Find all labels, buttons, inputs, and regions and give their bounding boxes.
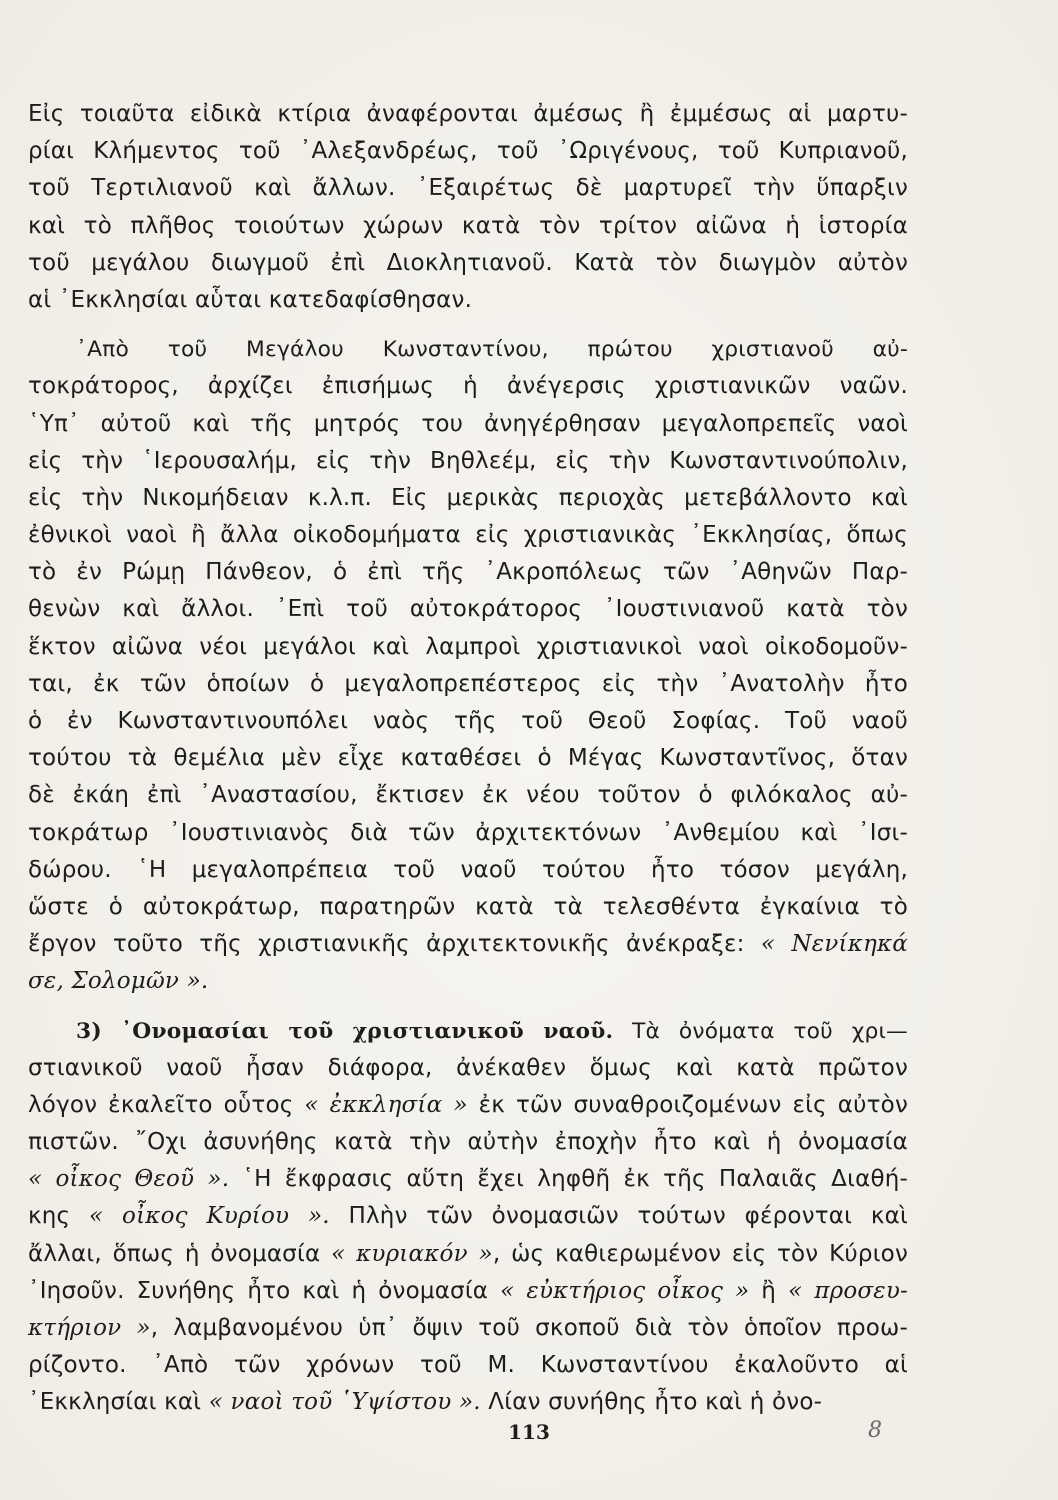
text-run: ἐκ τῶν συναθροιζομένων εἰς αὐτὸν [467,1091,908,1118]
text-line [28,1273,908,1310]
text-line [28,1347,908,1384]
text-run: ὥστε ὁ αὐτοκράτωρ, παρατηρῶν κατὰ τὰ τελεσθέντα ἐγκαίνια τὸ [28,893,908,920]
text-run: δώρου. ῾Η μεγαλοπρέπεια τοῦ ναοῦ τούτου ἦτο τόσον μεγάλη, [28,856,908,883]
text-line [28,443,908,480]
text-run: πιστῶν. ῎Οχι ἀσυνήθης κατὰ τὴν αὐτὴν ἐποχὴν ἦτο καὶ ἡ ὀνομασία [28,1129,908,1156]
paragraph [28,96,908,319]
text-run: ᾿Εκκλησίαι καὶ [28,1389,209,1416]
text-run: ἐθνικοὶ ναοὶ ἢ ἄλλα οἰκοδομήματα εἰς χριστιανικὰς ᾿Εκκλησίας, ὅπως [28,522,908,549]
italic-phrase: « οἶκος Θεοῦ ». [28,1166,230,1193]
text-line [28,815,908,852]
text-run: στιανικοῦ ναοῦ ἦσαν διάφορα, ἀνέκαθεν ὅμως καὶ κατὰ πρῶτον [28,1054,908,1081]
text-line [28,889,908,926]
italic-phrase: « εὐκτήριος οἶκος » [500,1277,750,1304]
text-line [28,740,908,777]
text-line [28,1198,908,1235]
text-run: ῾Υπ᾿ αὐτοῦ καὶ τῆς μητρός του ἀνηγέρθησαν μεγαλοπρεπεῖς ναοὶ [28,410,908,437]
italic-phrase: « προσευ- [788,1277,908,1304]
section-heading: 3) ᾿Ονομασίαι τοῦ χριστιανικοῦ ναοῦ. [76,1018,614,1044]
signature-mark: 8 [868,1418,882,1443]
text-run: καὶ τὸ πλῆθος τοιούτων χώρων κατὰ τὸν τρίτον αἰῶνα ἡ ἱστορία [28,212,908,239]
text-run: ἔργον τοῦτο τῆς χριστιανικῆς ἀρχιτεκτονικῆς ἀνέκραξε: [28,931,761,958]
text-run: Τὰ ὀνόματα τοῦ χρι— [613,1018,908,1044]
text-run: ἄλλαι, ὅπως ἡ ὀνομασία [28,1240,332,1267]
text-line [28,1384,908,1421]
text-body [28,96,908,1422]
text-run: εἰς τὴν ῾Ιερουσαλήμ, εἰς τὴν Βηθλεέμ, εἰς τὴν Κωνσταντινούπολιν, [28,447,908,474]
text-run: , λαμβανομένου ὑπ᾿ ὄψιν τοῦ σκοποῦ διὰ τὸν ὁποῖον προω- [150,1315,909,1341]
paragraph-gap [28,1001,908,1013]
text-line [28,629,908,666]
text-line [28,1236,908,1273]
text-line [28,554,908,591]
text-run: τοκράτορος, ἀρχίζει ἐπισήμως ἡ ἀνέγερσις χριστιανικῶν ναῶν. [28,373,908,400]
text-line [28,852,908,889]
text-line [28,245,908,282]
text-line [28,1310,908,1347]
text-run: ῾Η ἔκφρασις αὕτη ἔχει ληφθῆ ἐκ τῆς Παλαιᾶς Διαθή- [229,1166,908,1193]
text-run: ὁ ἐν Κωνσταντινουπόλει ναὸς τῆς τοῦ Θεοῦ Σοφίας. Τοῦ ναοῦ [28,708,908,734]
text-line [28,480,908,517]
text-line [28,777,908,814]
text-run: Εἰς τοιαῦτα εἰδικὰ κτίρια ἀναφέρονται ἀμέσως ἢ ἐμμέσως αἱ μαρτυ- [28,101,908,127]
italic-phrase: « ἐκκλησία » [304,1091,468,1118]
text-line [28,1124,908,1161]
paragraph [28,1013,908,1422]
text-run: ἕκτον αἰῶνα νέοι μεγάλοι καὶ λαμπροὶ χριστιανικοὶ ναοὶ οἰκοδομοῦν- [28,633,908,660]
text-line [28,282,908,319]
italic-phrase: « κυριακόν » [331,1240,493,1267]
text-line [28,1013,908,1050]
text-run: τὸ ἐν Ρώμῃ Πάνθεον, ὁ ἐπὶ τῆς ᾿Ακροπόλεως τῶν ᾿Αθηνῶν Παρ- [28,559,908,586]
text-run: τοῦ Τερτιλιανοῦ καὶ ἄλλων. ᾿Εξαιρέτως δὲ μαρτυρεῖ τὴν ὕπαρξιν [28,175,908,202]
page-number: 113 [508,1420,550,1444]
text-line [28,591,908,628]
text-line [28,133,908,170]
text-run: κης [28,1203,89,1230]
text-line [28,926,908,963]
text-run: θενὼν καὶ ἄλλοι. ᾿Επὶ τοῦ αὐτοκράτορος ᾿Ιουστινιανοῦ κατὰ τὸν [28,596,908,623]
text-line [28,666,908,703]
paragraph-gap [28,319,908,331]
text-line [28,368,908,405]
text-run: λόγον ἐκαλεῖτο οὗτος [28,1091,305,1118]
text-line [28,517,908,554]
italic-phrase: « οἶκος Κυρίου ». [89,1203,330,1230]
text-run: τοῦ μεγάλου διωγμοῦ ἐπὶ Διοκλητιανοῦ. Κατὰ τὸν διωγμὸν αὐτὸν [28,249,908,276]
italic-phrase: κτήριον » [28,1315,151,1341]
text-run: δὲ ἐκάη ἐπὶ ᾿Αναστασίου, ἔκτισεν ἐκ νέου τοῦτον ὁ φιλόκαλος αὐ- [28,782,908,809]
text-line [28,96,908,133]
text-run: ται, ἐκ τῶν ὁποίων ὁ μεγαλοπρεπέστερος εἰς τὴν ᾿Ανατολὴν ἦτο [28,670,908,697]
text-run: ᾿Ιησοῦν. Συνήθης ἦτο καὶ ἡ ὀνομασία [28,1277,501,1304]
text-line [28,331,908,368]
italic-phrase: « ναοὶ τοῦ ῾Υψίστου ». [208,1389,481,1416]
text-run: τούτου τὰ θεμέλια μὲν εἶχε καταθέσει ὁ Μέγας Κωνσταντῖνος, ὅταν [28,745,908,772]
paragraph [28,331,908,1000]
text-run: ᾿Απὸ τοῦ Μεγάλου Κωνσταντίνου, πρώτου χριστιανοῦ αὐ- [76,337,908,363]
text-line [28,208,908,245]
text-run: εἰς τὴν Νικομήδειαν κ.λ.π. Εἰς μερικὰς περιοχὰς μετεβάλλοντο καὶ [28,484,908,511]
text-line [28,1161,908,1198]
text-line [28,170,908,207]
text-run: ρίαι Κλήμεντος τοῦ ᾿Αλεξανδρέως, τοῦ ᾿Ωριγένους, τοῦ Κυπριανοῦ, [28,138,908,165]
text-line [28,406,908,443]
text-run: , ὡς καθιερωμένον εἰς τὸν Κύριον [492,1240,908,1267]
text-line [28,1087,908,1124]
text-line [28,703,908,740]
text-run: τοκράτωρ ᾿Ιουστινιανὸς διὰ τῶν ἀρχιτεκτόνων ᾿Ανθεμίου καὶ ᾿Ισι- [28,819,908,846]
text-run: αἱ ᾿Εκκλησίαι αὗται κατεδαφίσθησαν. [28,286,473,313]
italic-phrase: « Νενίκηκά [760,931,908,958]
italic-phrase: σε, Σολομῶν ». [28,968,209,995]
text-line [28,963,908,1000]
text-run: Πλὴν τῶν ὀνομασιῶν τούτων φέρονται καὶ [329,1203,908,1230]
text-line [28,1050,908,1087]
text-run: Λίαν συνήθης ἦτο καὶ ἡ ὀνο- [480,1389,823,1416]
text-run: ρίζοντο. ᾿Απὸ τῶν χρόνων τοῦ Μ. Κωνσταντίνου ἐκαλοῦντο αἱ [28,1352,908,1379]
text-run: ἢ [749,1277,789,1304]
